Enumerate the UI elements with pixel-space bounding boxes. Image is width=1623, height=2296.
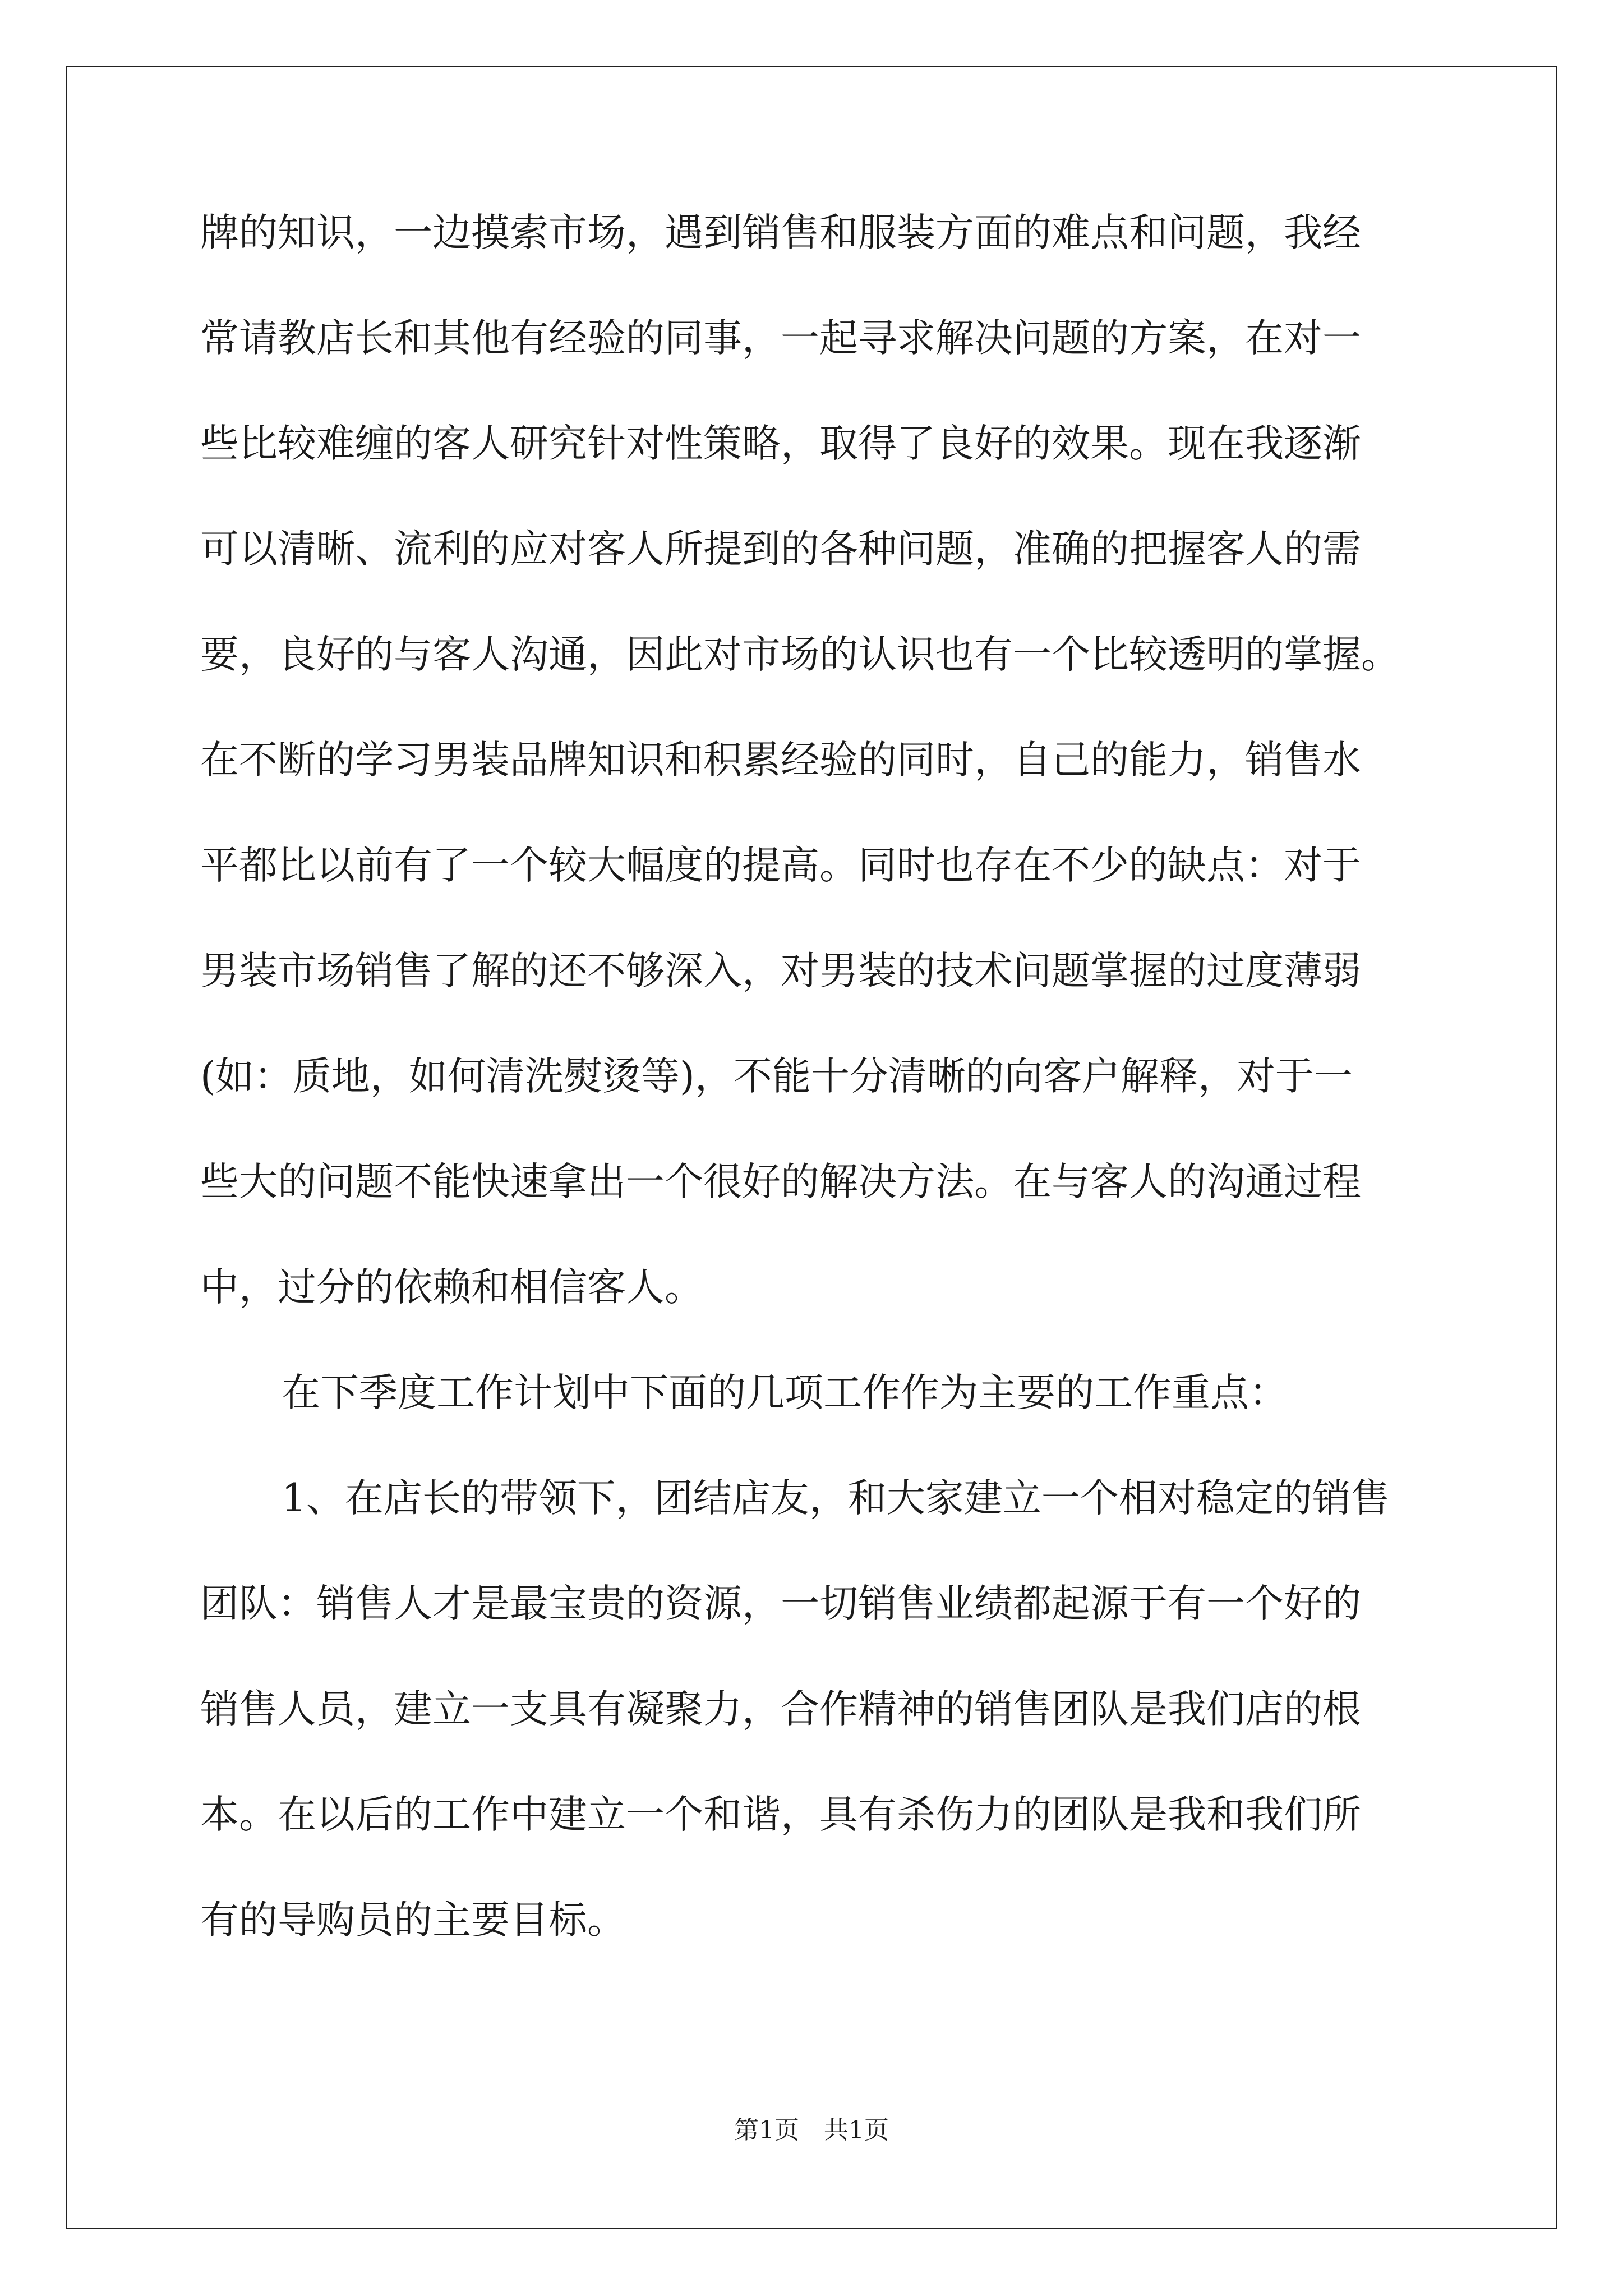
text-line: 常请教店长和其他有经验的同事，一起寻求解决问题的方案，在对一: [200, 316, 1361, 361]
text-line: 些比较难缠的客人研究针对性策略，取得了良好的效果。现在我逐渐: [200, 421, 1361, 466]
text-line: 平都比以前有了一个较大幅度的提高。同时也存在不少的缺点：对于: [200, 843, 1361, 888]
text-line: 有的导购员的主要目标。: [200, 1898, 626, 1943]
page-number-footer: 第1页 共1页: [734, 2116, 889, 2145]
text-line: 牌的知识，一边摸索市场，遇到销售和服装方面的难点和问题，我经: [200, 210, 1361, 255]
text-line: 中，过分的依赖和相信客人。: [200, 1265, 703, 1310]
text-line: 些大的问题不能快速拿出一个很好的解决方法。在与客人的沟通过程: [200, 1159, 1361, 1204]
paragraph-start-line: 在下季度工作计划中下面的几项工作作为主要的工作重点：: [282, 1370, 1288, 1415]
text-line: 可以清晰、流利的应对客人所提到的各种问题，准确的把握客人的需: [200, 527, 1361, 572]
text-line: (如：质地，如何清洗熨烫等)，不能十分清晰的向客户解释，对于一: [200, 1054, 1353, 1099]
text-line: 销售人员，建立一支具有凝聚力，合作精神的销售团队是我们店的根: [200, 1687, 1361, 1732]
paragraph-start-line: 1、在店长的带领下，团结店友，和大家建立一个相对稳定的销售: [282, 1476, 1390, 1521]
text-line: 要，良好的与客人沟通，因此对市场的认识也有一个比较透明的掌握。: [200, 632, 1400, 677]
text-line: 在不断的学习男装品牌知识和积累经验的同时，自己的能力，销售水: [200, 738, 1361, 783]
text-line: 团队：销售人才是最宝贵的资源，一切销售业绩都起源于有一个好的: [200, 1581, 1361, 1626]
text-line: 男装市场销售了解的还不够深入，对男装的技术问题掌握的过度薄弱: [200, 949, 1361, 993]
text-line: 本。在以后的工作中建立一个和谐，具有杀伤力的团队是我和我们所: [200, 1792, 1361, 1837]
